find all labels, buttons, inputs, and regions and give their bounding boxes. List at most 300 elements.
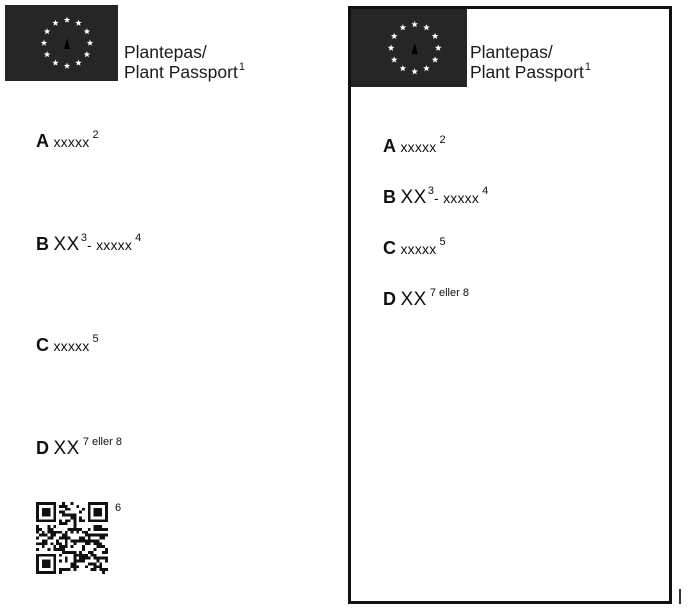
qr-module [73, 560, 76, 563]
field-b-separator: - [433, 190, 439, 206]
qr-module [102, 551, 105, 554]
qr-module [53, 534, 56, 537]
qr-module [36, 571, 39, 574]
field-b-value-sub: xxxxx [443, 190, 480, 206]
flag-star [84, 28, 90, 34]
qr-module [94, 508, 97, 511]
qr-module [62, 505, 65, 508]
qr-module [102, 528, 105, 531]
qr-module [96, 557, 99, 560]
qr-module [48, 511, 51, 514]
qr-module [59, 542, 62, 545]
field-c-footnote: 5 [92, 333, 99, 345]
field-a-letter: A [383, 136, 396, 156]
eu-flag-icon [5, 5, 118, 81]
qr-module [53, 502, 56, 505]
passport-title-line2: Plant Passport [470, 62, 584, 82]
flag-star [75, 60, 81, 66]
qr-module [99, 565, 102, 568]
field-a-letter: A [36, 131, 49, 151]
qr-module [39, 542, 42, 545]
qr-module [62, 551, 65, 554]
qr-module [65, 557, 68, 560]
flag-star [432, 33, 439, 39]
flag-star [423, 24, 430, 30]
qr-module [82, 548, 85, 551]
qr-module [53, 514, 56, 517]
qr-module [85, 542, 88, 545]
qr-module [36, 557, 39, 560]
qr-module [102, 571, 105, 574]
flag-star [411, 21, 418, 27]
qr-module [36, 502, 39, 505]
qr-module [105, 511, 108, 514]
qr-module [62, 568, 65, 571]
qr-module [79, 551, 82, 554]
flag-star [400, 65, 407, 71]
qr-module [59, 505, 62, 508]
flag-star [84, 51, 90, 57]
qr-module [65, 508, 68, 511]
qr-module [99, 557, 102, 560]
qr-module [36, 511, 39, 514]
field-a [36, 131, 99, 152]
qr-module [65, 542, 68, 545]
qr-module [53, 545, 56, 548]
qr-module [42, 534, 45, 537]
plant-passport-left [0, 0, 330, 614]
field-c [36, 335, 99, 356]
qr-module [88, 519, 91, 522]
qr-module [76, 505, 79, 508]
qr-module [59, 511, 62, 514]
qr-module [82, 554, 85, 557]
qr-module [36, 531, 39, 534]
qr-module [91, 554, 94, 557]
field-a-value: xxxxx [53, 134, 90, 150]
qr-module [73, 522, 76, 525]
qr-module [50, 534, 53, 537]
qr-module [62, 545, 65, 548]
qr-module [53, 531, 56, 534]
qr-module [48, 502, 51, 505]
qr-module [53, 565, 56, 568]
qr-module [36, 562, 39, 565]
flag-star [52, 20, 58, 26]
qr-module [73, 519, 76, 522]
qr-module [85, 534, 88, 537]
qr-module [71, 539, 74, 542]
qr-module [79, 519, 82, 522]
qr-module [96, 508, 99, 511]
qr-module [99, 511, 102, 514]
qr-module [68, 528, 71, 531]
qr-module [59, 554, 62, 557]
qr-module [42, 514, 45, 517]
qr-module [48, 519, 51, 522]
field-b-footnote-main: 3 [80, 232, 87, 244]
qr-module [96, 545, 99, 548]
field-c [383, 238, 446, 259]
qr-module [76, 539, 79, 542]
qr-module [105, 568, 108, 571]
qr-module [102, 537, 105, 540]
qr-module [71, 545, 74, 548]
qr-module [99, 508, 102, 511]
qr-module [62, 502, 65, 505]
passport-title-footnote: 1 [584, 61, 591, 73]
qr-module [71, 562, 74, 565]
qr-module [73, 551, 76, 554]
flag-center-mark [64, 38, 70, 49]
qr-module [99, 502, 102, 505]
qr-module [59, 545, 62, 548]
qr-module [53, 554, 56, 557]
qr-module [91, 562, 94, 565]
qr-module [36, 508, 39, 511]
qr-module [48, 528, 51, 531]
qr-module [53, 516, 56, 519]
field-b [383, 187, 488, 209]
qr-module [48, 537, 51, 540]
qr-module [99, 562, 102, 565]
field-b-footnote-sub: 4 [482, 185, 489, 197]
qr-module [82, 557, 85, 560]
flag-star [435, 45, 442, 51]
qr-module [50, 519, 53, 522]
qr-module [45, 554, 48, 557]
field-c-letter: C [383, 238, 396, 258]
qr-module [59, 531, 62, 534]
qr-module [76, 528, 79, 531]
qr-module [65, 560, 68, 563]
qr-module [42, 562, 45, 565]
qr-module [53, 525, 56, 528]
qr-module [42, 502, 45, 505]
qr-module [73, 539, 76, 542]
qr-module [71, 502, 74, 505]
flag-star [388, 45, 395, 51]
qr-code-icon [36, 502, 108, 574]
qr-module [68, 508, 71, 511]
qr-module [65, 551, 68, 554]
qr-module [53, 571, 56, 574]
qr-module [42, 519, 45, 522]
qr-module [65, 514, 68, 517]
qr-module [105, 502, 108, 505]
field-a-footnote: 2 [92, 129, 99, 141]
qr-module [53, 560, 56, 563]
qr-module [105, 505, 108, 508]
qr-module [39, 554, 42, 557]
field-b [36, 234, 141, 256]
field-b-letter: B [383, 187, 396, 207]
qr-module [82, 519, 85, 522]
qr-module [59, 522, 62, 525]
field-b-value-sub: xxxxx [96, 237, 133, 253]
field-d [383, 289, 469, 311]
qr-module [82, 560, 85, 563]
qr-module [36, 560, 39, 563]
qr-module [36, 568, 39, 571]
qr-module [94, 511, 97, 514]
qr-module [99, 534, 102, 537]
flag-star [423, 65, 430, 71]
qr-module [53, 511, 56, 514]
qr-module [65, 568, 68, 571]
qr-module [73, 562, 76, 565]
qr-module [94, 557, 97, 560]
qr-module [59, 560, 62, 563]
qr-module [99, 545, 102, 548]
qr-module [53, 508, 56, 511]
qr-module [88, 502, 91, 505]
field-a-value: xxxxx [400, 139, 437, 155]
qr-module [62, 548, 65, 551]
qr-module [105, 560, 108, 563]
qr-module [59, 537, 62, 540]
field-a [383, 136, 446, 157]
qr-module [45, 508, 48, 511]
qr-module [65, 537, 68, 540]
qr-module [62, 514, 65, 517]
qr-module [71, 551, 74, 554]
qr-module [65, 539, 68, 542]
qr-module [94, 548, 97, 551]
qr-module [88, 562, 91, 565]
qr-module [73, 557, 76, 560]
qr-module [50, 531, 53, 534]
qr-module [91, 539, 94, 542]
qr-module [105, 528, 108, 531]
qr-module [94, 534, 97, 537]
qr-module [50, 537, 53, 540]
flag-star [411, 68, 418, 74]
qr-module [96, 534, 99, 537]
field-c-value: xxxxx [53, 338, 90, 354]
qr-module [102, 519, 105, 522]
field-b-separator: - [86, 237, 92, 253]
flag-star [44, 28, 50, 34]
qr-module [71, 528, 74, 531]
qr-module [82, 539, 85, 542]
qr-module [53, 519, 56, 522]
qr-module [71, 565, 74, 568]
qr-module [79, 557, 82, 560]
qr-module [96, 565, 99, 568]
qr-module [45, 565, 48, 568]
qr-module [42, 531, 45, 534]
qr-module [73, 565, 76, 568]
field-d [36, 438, 122, 460]
flag-star [52, 60, 58, 66]
qr-module [68, 514, 71, 517]
qr-module [96, 539, 99, 542]
qr-module [94, 502, 97, 505]
qr-module [99, 568, 102, 571]
qr-module [39, 571, 42, 574]
qr-footnote: 6 [115, 502, 122, 514]
qr-module [88, 551, 91, 554]
qr-module [48, 560, 51, 563]
qr-module [88, 505, 91, 508]
qr-module [53, 548, 56, 551]
qr-module [42, 508, 45, 511]
qr-module [91, 502, 94, 505]
qr-module [71, 531, 74, 534]
qr-module [88, 508, 91, 511]
qr-module [88, 516, 91, 519]
qr-module [105, 519, 108, 522]
qr-module [85, 554, 88, 557]
qr-module [45, 511, 48, 514]
qr-module [88, 539, 91, 542]
page-edge-marker [679, 589, 681, 604]
qr-module [45, 514, 48, 517]
qr-module [50, 502, 53, 505]
qr-module [36, 554, 39, 557]
qr-module [53, 568, 56, 571]
qr-module [96, 502, 99, 505]
qr-module [36, 505, 39, 508]
qr-module [85, 539, 88, 542]
qr-module [94, 542, 97, 545]
qr-module [65, 531, 68, 534]
qr-module [73, 516, 76, 519]
qr-module [94, 565, 97, 568]
qr-module [68, 568, 71, 571]
qr-module [45, 560, 48, 563]
flag-star [391, 56, 398, 62]
qr-module [62, 537, 65, 540]
qr-module [102, 557, 105, 560]
qr-module [96, 511, 99, 514]
qr-module [82, 545, 85, 548]
qr-module [45, 562, 48, 565]
qr-module [42, 511, 45, 514]
passport-title-footnote: 1 [238, 61, 245, 73]
qr-module [62, 511, 65, 514]
flag-star [64, 17, 70, 23]
qr-module [59, 571, 62, 574]
qr-module [48, 571, 51, 574]
qr-module [48, 562, 51, 565]
qr-module [91, 568, 94, 571]
qr-module [79, 528, 82, 531]
qr-module [73, 525, 76, 528]
field-c-letter: C [36, 335, 49, 355]
qr-module [91, 519, 94, 522]
qr-module [71, 514, 74, 517]
qr-module [48, 554, 51, 557]
qr-module [94, 568, 97, 571]
field-b-value-main: XX [400, 187, 427, 208]
qr-module [105, 551, 108, 554]
qr-module [79, 539, 82, 542]
qr-module [36, 548, 39, 551]
qr-module [73, 514, 76, 517]
qr-module [50, 571, 53, 574]
qr-module [68, 519, 71, 522]
qr-module [94, 539, 97, 542]
qr-module [62, 522, 65, 525]
flag-star [391, 33, 398, 39]
qr-module [50, 528, 53, 531]
passport-title [124, 42, 245, 85]
qr-module [102, 502, 105, 505]
qr-module [105, 516, 108, 519]
qr-module [96, 560, 99, 563]
flag-star [44, 51, 50, 57]
qr-module [65, 522, 68, 525]
qr-module [45, 539, 48, 542]
flag-star [432, 56, 439, 62]
qr-module [65, 519, 68, 522]
qr-module [65, 505, 68, 508]
qr-module [59, 519, 62, 522]
qr-module [99, 514, 102, 517]
field-d-letter: D [383, 289, 396, 309]
field-c-value: xxxxx [400, 241, 437, 257]
qr-module [36, 525, 39, 528]
qr-module [102, 568, 105, 571]
qr-module [91, 551, 94, 554]
qr-module [88, 511, 91, 514]
qr-module [76, 560, 79, 563]
qr-module [36, 519, 39, 522]
qr-module [48, 565, 51, 568]
qr-module [94, 554, 97, 557]
flag-star [75, 20, 81, 26]
qr-module [73, 554, 76, 557]
qr-module [45, 571, 48, 574]
qr-module [88, 514, 91, 517]
qr-module [53, 557, 56, 560]
qr-module [99, 537, 102, 540]
qr-module [39, 534, 42, 537]
qr-module [68, 551, 71, 554]
qr-module [94, 519, 97, 522]
plant-passport-right [348, 6, 672, 604]
qr-module [88, 534, 91, 537]
qr-module [59, 568, 62, 571]
qr-module [36, 537, 39, 540]
qr-module [48, 508, 51, 511]
field-d-footnote: 7 eller 8 [429, 287, 469, 299]
qr-module [36, 565, 39, 568]
field-d-value: XX [400, 289, 427, 310]
qr-module [45, 542, 48, 545]
qr-module [73, 542, 76, 545]
qr-module [42, 554, 45, 557]
qr-module [39, 502, 42, 505]
qr-module [79, 511, 82, 514]
qr-module [73, 528, 76, 531]
flag-star [64, 63, 70, 69]
qr-module [65, 545, 68, 548]
qr-module [105, 548, 108, 551]
passport-title-line1: Plantepas/ [124, 42, 207, 62]
qr-module [99, 519, 102, 522]
flag-center-mark [412, 43, 418, 54]
qr-module [45, 519, 48, 522]
qr-module [105, 557, 108, 560]
qr-module [50, 542, 53, 545]
qr-module [45, 534, 48, 537]
qr-module [36, 516, 39, 519]
qr-module [96, 542, 99, 545]
qr-module [88, 557, 91, 560]
